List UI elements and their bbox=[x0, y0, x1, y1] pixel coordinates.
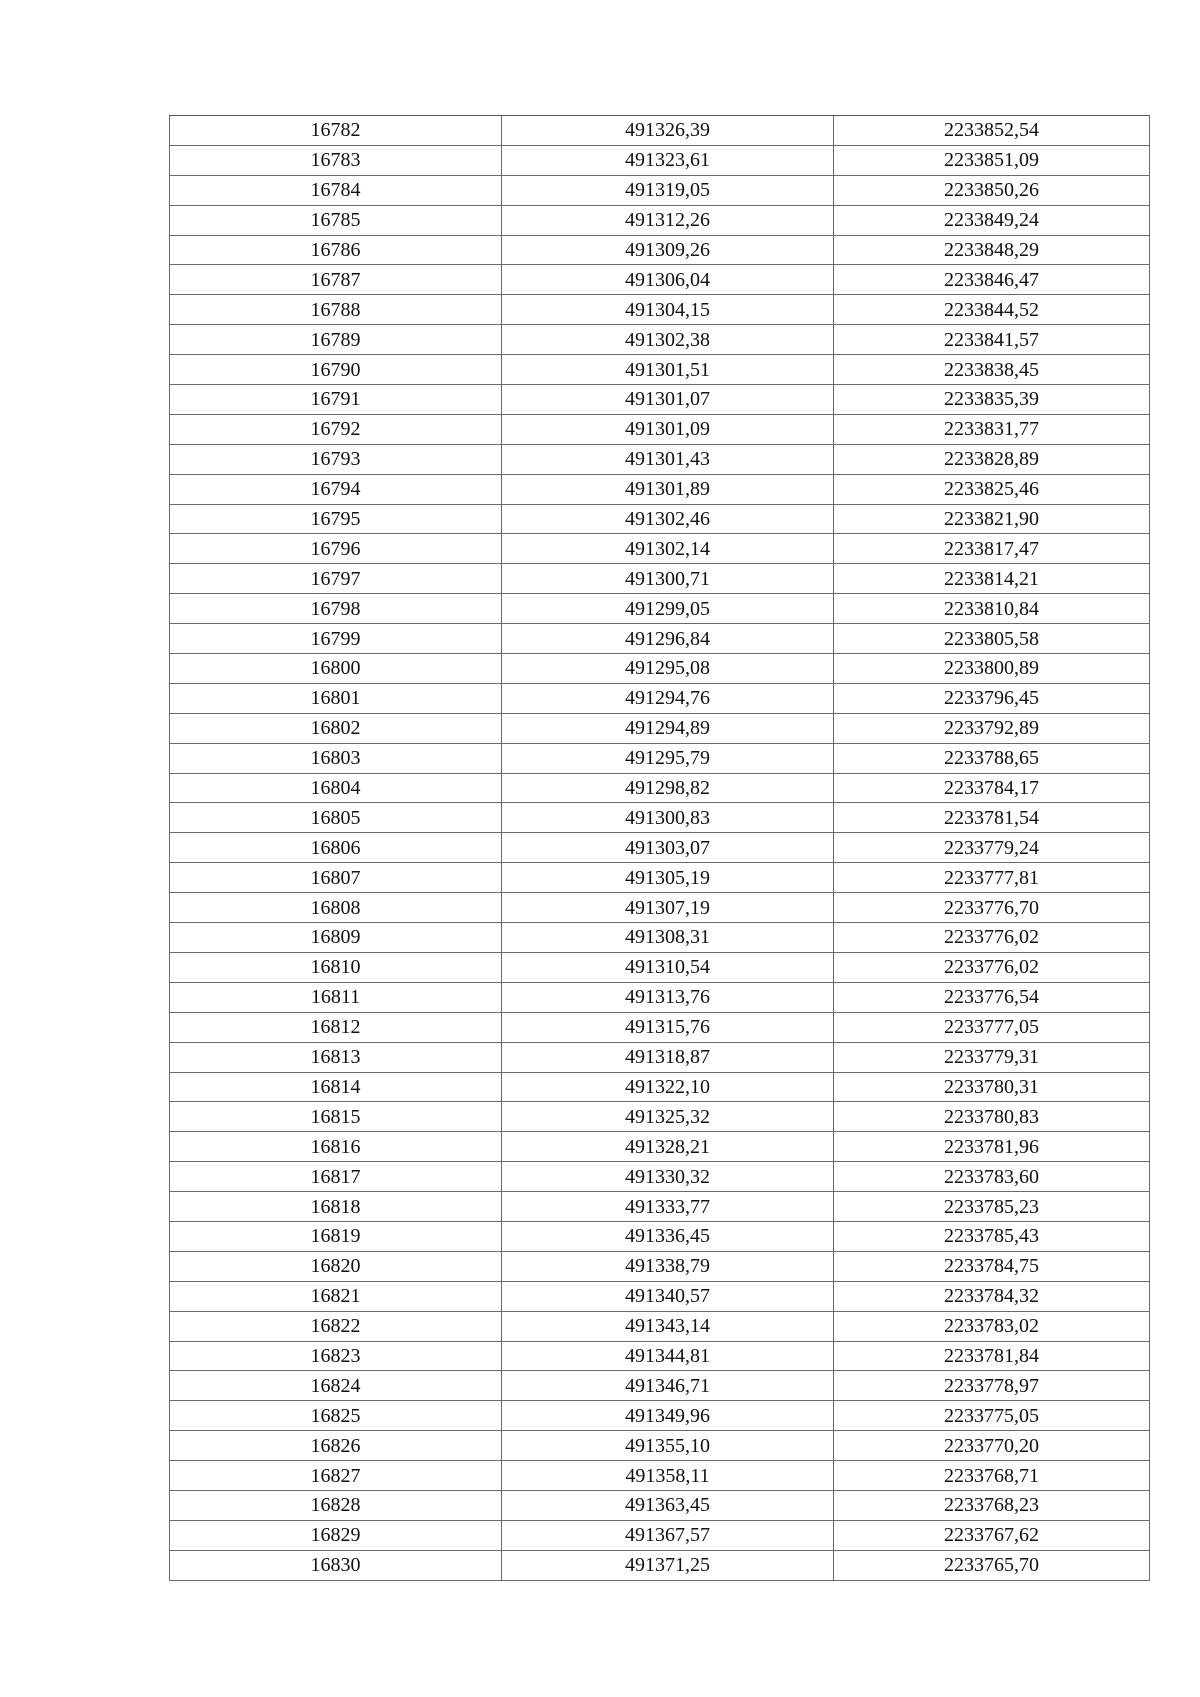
table-row bbox=[170, 1012, 1150, 1042]
table-row bbox=[170, 803, 1150, 833]
x-coordinate-cell: 491336,45 bbox=[502, 1221, 834, 1251]
point-number-cell: 16792 bbox=[170, 414, 502, 444]
x-coordinate-cell: 491306,04 bbox=[502, 265, 834, 295]
table-row bbox=[170, 982, 1150, 1012]
x-coordinate-cell: 491323,61 bbox=[502, 145, 834, 175]
y-coordinate-cell: 2233776,02 bbox=[834, 952, 1150, 982]
table-row bbox=[170, 145, 1150, 175]
y-coordinate-cell: 2233852,54 bbox=[834, 116, 1150, 146]
point-number-cell: 16823 bbox=[170, 1341, 502, 1371]
x-coordinate-cell: 491307,19 bbox=[502, 893, 834, 923]
point-number-cell: 16828 bbox=[170, 1490, 502, 1520]
y-coordinate-cell: 2233814,21 bbox=[834, 564, 1150, 594]
y-coordinate-cell: 2233779,24 bbox=[834, 833, 1150, 863]
y-coordinate-cell: 2233784,17 bbox=[834, 773, 1150, 803]
x-coordinate-cell: 491302,38 bbox=[502, 325, 834, 355]
point-number-cell: 16802 bbox=[170, 713, 502, 743]
table-row bbox=[170, 265, 1150, 295]
y-coordinate-cell: 2233776,54 bbox=[834, 982, 1150, 1012]
x-coordinate-cell: 491301,07 bbox=[502, 385, 834, 415]
y-coordinate-cell: 2233775,05 bbox=[834, 1401, 1150, 1431]
point-number-cell: 16787 bbox=[170, 265, 502, 295]
x-coordinate-cell: 491312,26 bbox=[502, 205, 834, 235]
point-number-cell: 16782 bbox=[170, 116, 502, 146]
x-coordinate-cell: 491303,07 bbox=[502, 833, 834, 863]
y-coordinate-cell: 2233788,65 bbox=[834, 743, 1150, 773]
y-coordinate-cell: 2233770,20 bbox=[834, 1431, 1150, 1461]
y-coordinate-cell: 2233844,52 bbox=[834, 295, 1150, 325]
table-row bbox=[170, 1341, 1150, 1371]
point-number-cell: 16797 bbox=[170, 564, 502, 594]
x-coordinate-cell: 491301,89 bbox=[502, 474, 834, 504]
y-coordinate-cell: 2233796,45 bbox=[834, 683, 1150, 713]
x-coordinate-cell: 491300,71 bbox=[502, 564, 834, 594]
point-number-cell: 16790 bbox=[170, 355, 502, 385]
table-row bbox=[170, 205, 1150, 235]
x-coordinate-cell: 491338,79 bbox=[502, 1251, 834, 1281]
x-coordinate-cell: 491295,08 bbox=[502, 654, 834, 684]
y-coordinate-cell: 2233850,26 bbox=[834, 175, 1150, 205]
point-number-cell: 16788 bbox=[170, 295, 502, 325]
point-number-cell: 16786 bbox=[170, 235, 502, 265]
table-row bbox=[170, 175, 1150, 205]
point-number-cell: 16818 bbox=[170, 1192, 502, 1222]
table-row bbox=[170, 1281, 1150, 1311]
table-row bbox=[170, 594, 1150, 624]
y-coordinate-cell: 2233781,96 bbox=[834, 1132, 1150, 1162]
x-coordinate-cell: 491319,05 bbox=[502, 175, 834, 205]
table-row bbox=[170, 1221, 1150, 1251]
point-number-cell: 16796 bbox=[170, 534, 502, 564]
x-coordinate-cell: 491309,26 bbox=[502, 235, 834, 265]
table-row bbox=[170, 355, 1150, 385]
y-coordinate-cell: 2233783,60 bbox=[834, 1162, 1150, 1192]
table-row bbox=[170, 863, 1150, 893]
y-coordinate-cell: 2233779,31 bbox=[834, 1042, 1150, 1072]
x-coordinate-cell: 491295,79 bbox=[502, 743, 834, 773]
x-coordinate-cell: 491344,81 bbox=[502, 1341, 834, 1371]
x-coordinate-cell: 491296,84 bbox=[502, 624, 834, 654]
point-number-cell: 16808 bbox=[170, 893, 502, 923]
point-number-cell: 16815 bbox=[170, 1102, 502, 1132]
table-row bbox=[170, 1192, 1150, 1222]
x-coordinate-cell: 491305,19 bbox=[502, 863, 834, 893]
x-coordinate-cell: 491298,82 bbox=[502, 773, 834, 803]
table-row bbox=[170, 773, 1150, 803]
table-row bbox=[170, 325, 1150, 355]
x-coordinate-cell: 491308,31 bbox=[502, 923, 834, 953]
y-coordinate-cell: 2233784,75 bbox=[834, 1251, 1150, 1281]
y-coordinate-cell: 2233792,89 bbox=[834, 713, 1150, 743]
point-number-cell: 16813 bbox=[170, 1042, 502, 1072]
x-coordinate-cell: 491367,57 bbox=[502, 1520, 834, 1550]
y-coordinate-cell: 2233825,46 bbox=[834, 474, 1150, 504]
y-coordinate-cell: 2233777,05 bbox=[834, 1012, 1150, 1042]
point-number-cell: 16805 bbox=[170, 803, 502, 833]
point-number-cell: 16807 bbox=[170, 863, 502, 893]
y-coordinate-cell: 2233781,84 bbox=[834, 1341, 1150, 1371]
table-row bbox=[170, 952, 1150, 982]
x-coordinate-cell: 491322,10 bbox=[502, 1072, 834, 1102]
point-number-cell: 16799 bbox=[170, 624, 502, 654]
table-row bbox=[170, 1431, 1150, 1461]
point-number-cell: 16826 bbox=[170, 1431, 502, 1461]
x-coordinate-cell: 491301,43 bbox=[502, 444, 834, 474]
y-coordinate-cell: 2233828,89 bbox=[834, 444, 1150, 474]
table-row bbox=[170, 833, 1150, 863]
table-row bbox=[170, 564, 1150, 594]
point-number-cell: 16811 bbox=[170, 982, 502, 1012]
y-coordinate-cell: 2233777,81 bbox=[834, 863, 1150, 893]
point-number-cell: 16830 bbox=[170, 1550, 502, 1580]
point-number-cell: 16822 bbox=[170, 1311, 502, 1341]
x-coordinate-cell: 491294,76 bbox=[502, 683, 834, 713]
x-coordinate-cell: 491349,96 bbox=[502, 1401, 834, 1431]
table-row bbox=[170, 474, 1150, 504]
table-row bbox=[170, 444, 1150, 474]
point-number-cell: 16820 bbox=[170, 1251, 502, 1281]
x-coordinate-cell: 491355,10 bbox=[502, 1431, 834, 1461]
y-coordinate-cell: 2233810,84 bbox=[834, 594, 1150, 624]
point-number-cell: 16806 bbox=[170, 833, 502, 863]
point-number-cell: 16798 bbox=[170, 594, 502, 624]
table-row bbox=[170, 1311, 1150, 1341]
point-number-cell: 16783 bbox=[170, 145, 502, 175]
x-coordinate-cell: 491318,87 bbox=[502, 1042, 834, 1072]
table-row bbox=[170, 1401, 1150, 1431]
point-number-cell: 16800 bbox=[170, 654, 502, 684]
table-row bbox=[170, 1042, 1150, 1072]
y-coordinate-cell: 2233841,57 bbox=[834, 325, 1150, 355]
y-coordinate-cell: 2233821,90 bbox=[834, 504, 1150, 534]
x-coordinate-cell: 491299,05 bbox=[502, 594, 834, 624]
y-coordinate-cell: 2233846,47 bbox=[834, 265, 1150, 295]
point-number-cell: 16824 bbox=[170, 1371, 502, 1401]
y-coordinate-cell: 2233784,32 bbox=[834, 1281, 1150, 1311]
table-row bbox=[170, 385, 1150, 415]
point-number-cell: 16810 bbox=[170, 952, 502, 982]
point-number-cell: 16801 bbox=[170, 683, 502, 713]
table-row bbox=[170, 624, 1150, 654]
y-coordinate-cell: 2233776,70 bbox=[834, 893, 1150, 923]
point-number-cell: 16803 bbox=[170, 743, 502, 773]
point-number-cell: 16825 bbox=[170, 1401, 502, 1431]
point-number-cell: 16816 bbox=[170, 1132, 502, 1162]
y-coordinate-cell: 2233780,83 bbox=[834, 1102, 1150, 1132]
table-row bbox=[170, 1132, 1150, 1162]
table-row bbox=[170, 654, 1150, 684]
y-coordinate-cell: 2233780,31 bbox=[834, 1072, 1150, 1102]
y-coordinate-cell: 2233838,45 bbox=[834, 355, 1150, 385]
x-coordinate-cell: 491333,77 bbox=[502, 1192, 834, 1222]
table-row bbox=[170, 235, 1150, 265]
table-row bbox=[170, 1461, 1150, 1491]
point-number-cell: 16809 bbox=[170, 923, 502, 953]
x-coordinate-cell: 491328,21 bbox=[502, 1132, 834, 1162]
x-coordinate-cell: 491301,51 bbox=[502, 355, 834, 385]
x-coordinate-cell: 491301,09 bbox=[502, 414, 834, 444]
y-coordinate-cell: 2233800,89 bbox=[834, 654, 1150, 684]
x-coordinate-cell: 491358,11 bbox=[502, 1461, 834, 1491]
x-coordinate-cell: 491294,89 bbox=[502, 713, 834, 743]
point-number-cell: 16804 bbox=[170, 773, 502, 803]
y-coordinate-cell: 2233805,58 bbox=[834, 624, 1150, 654]
table-row bbox=[170, 893, 1150, 923]
y-coordinate-cell: 2233831,77 bbox=[834, 414, 1150, 444]
point-number-cell: 16794 bbox=[170, 474, 502, 504]
x-coordinate-cell: 491325,32 bbox=[502, 1102, 834, 1132]
x-coordinate-cell: 491310,54 bbox=[502, 952, 834, 982]
point-number-cell: 16785 bbox=[170, 205, 502, 235]
table-row bbox=[170, 1550, 1150, 1580]
table-row bbox=[170, 1162, 1150, 1192]
table-row bbox=[170, 713, 1150, 743]
point-number-cell: 16793 bbox=[170, 444, 502, 474]
y-coordinate-cell: 2233768,71 bbox=[834, 1461, 1150, 1491]
table-row bbox=[170, 923, 1150, 953]
point-number-cell: 16819 bbox=[170, 1221, 502, 1251]
table-row bbox=[170, 534, 1150, 564]
table-row bbox=[170, 414, 1150, 444]
point-number-cell: 16784 bbox=[170, 175, 502, 205]
x-coordinate-cell: 491302,14 bbox=[502, 534, 834, 564]
x-coordinate-cell: 491326,39 bbox=[502, 116, 834, 146]
table-row bbox=[170, 683, 1150, 713]
y-coordinate-cell: 2233768,23 bbox=[834, 1490, 1150, 1520]
y-coordinate-cell: 2233767,62 bbox=[834, 1520, 1150, 1550]
y-coordinate-cell: 2233778,97 bbox=[834, 1371, 1150, 1401]
point-number-cell: 16817 bbox=[170, 1162, 502, 1192]
table-row bbox=[170, 504, 1150, 534]
x-coordinate-cell: 491346,71 bbox=[502, 1371, 834, 1401]
y-coordinate-cell: 2233785,23 bbox=[834, 1192, 1150, 1222]
point-number-cell: 16827 bbox=[170, 1461, 502, 1491]
y-coordinate-cell: 2233776,02 bbox=[834, 923, 1150, 953]
x-coordinate-cell: 491330,32 bbox=[502, 1162, 834, 1192]
table-row bbox=[170, 1371, 1150, 1401]
point-number-cell: 16829 bbox=[170, 1520, 502, 1550]
x-coordinate-cell: 491340,57 bbox=[502, 1281, 834, 1311]
x-coordinate-cell: 491343,14 bbox=[502, 1311, 834, 1341]
y-coordinate-cell: 2233785,43 bbox=[834, 1221, 1150, 1251]
table-row bbox=[170, 295, 1150, 325]
x-coordinate-cell: 491300,83 bbox=[502, 803, 834, 833]
y-coordinate-cell: 2233835,39 bbox=[834, 385, 1150, 415]
x-coordinate-cell: 491304,15 bbox=[502, 295, 834, 325]
y-coordinate-cell: 2233781,54 bbox=[834, 803, 1150, 833]
y-coordinate-cell: 2233765,70 bbox=[834, 1550, 1150, 1580]
point-number-cell: 16821 bbox=[170, 1281, 502, 1311]
y-coordinate-cell: 2233848,29 bbox=[834, 235, 1150, 265]
y-coordinate-cell: 2233783,02 bbox=[834, 1311, 1150, 1341]
point-number-cell: 16812 bbox=[170, 1012, 502, 1042]
coordinates-table bbox=[169, 115, 1150, 1581]
x-coordinate-cell: 491371,25 bbox=[502, 1550, 834, 1580]
x-coordinate-cell: 491363,45 bbox=[502, 1490, 834, 1520]
point-number-cell: 16795 bbox=[170, 504, 502, 534]
table-row bbox=[170, 1072, 1150, 1102]
table-row bbox=[170, 1251, 1150, 1281]
table-row bbox=[170, 1490, 1150, 1520]
table-row bbox=[170, 743, 1150, 773]
point-number-cell: 16789 bbox=[170, 325, 502, 355]
point-number-cell: 16791 bbox=[170, 385, 502, 415]
y-coordinate-cell: 2233849,24 bbox=[834, 205, 1150, 235]
x-coordinate-cell: 491313,76 bbox=[502, 982, 834, 1012]
table-row bbox=[170, 1102, 1150, 1132]
y-coordinate-cell: 2233851,09 bbox=[834, 145, 1150, 175]
point-number-cell: 16814 bbox=[170, 1072, 502, 1102]
table-row bbox=[170, 1520, 1150, 1550]
coordinates-table-body bbox=[170, 116, 1150, 1581]
table-row bbox=[170, 116, 1150, 146]
x-coordinate-cell: 491302,46 bbox=[502, 504, 834, 534]
x-coordinate-cell: 491315,76 bbox=[502, 1012, 834, 1042]
y-coordinate-cell: 2233817,47 bbox=[834, 534, 1150, 564]
